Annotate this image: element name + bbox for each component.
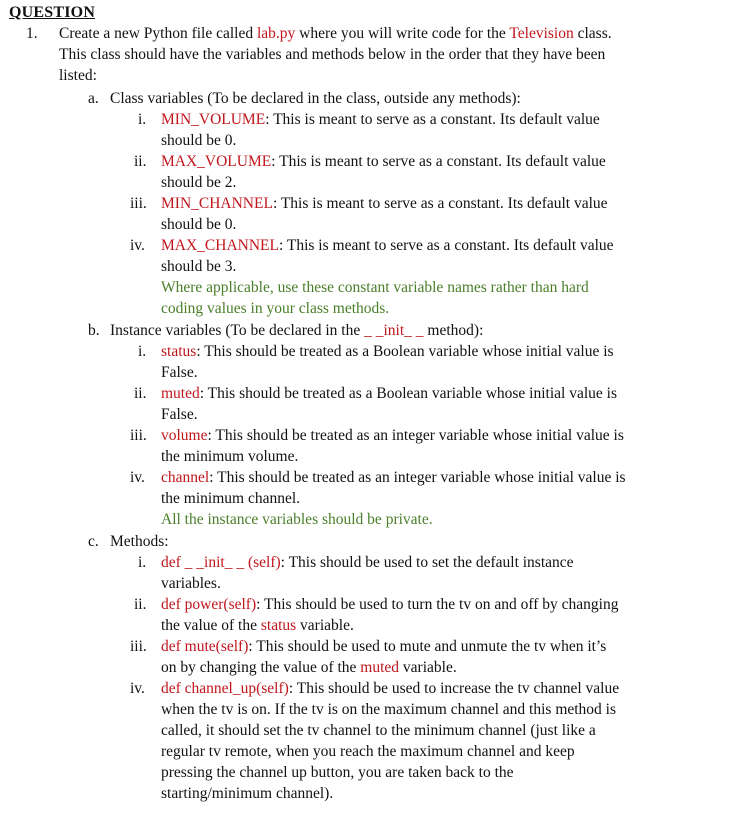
b-item-1-cont: False.	[161, 364, 198, 381]
a-item-4: MAX_CHANNEL: This is meant to serve as a constant. Its default value	[161, 237, 614, 254]
a-note-line-2: coding values in your class methods.	[161, 300, 390, 317]
section-a-title: Class variables (To be declared in the class, outside any methods):	[110, 90, 521, 107]
b-item-num: ii.	[134, 385, 147, 402]
method-channel-up-line-5: pressing the channel up button, you are taken back to the	[161, 764, 514, 781]
section-c-title: Methods:	[110, 533, 169, 550]
method-channel-up-line-6: starting/minimum channel).	[161, 785, 334, 802]
c-item-num: i.	[138, 554, 147, 571]
q1-number: 1.	[26, 25, 38, 42]
b-item-2-cont: False.	[161, 406, 198, 423]
class-name: Television	[509, 25, 574, 42]
method-channel-up: def channel_up(self): This should be used to increase the tv channel value	[161, 680, 620, 697]
filename: lab.py	[256, 25, 296, 42]
b-note: All the instance variables should be private.	[161, 511, 433, 528]
b-item-num: iii.	[130, 427, 147, 444]
a-item-num: ii.	[134, 153, 147, 170]
b-item-2: muted: This should be treated as a Boolean variable whose initial value is	[161, 385, 617, 402]
a-item-2: MAX_VOLUME: This is meant to serve as a constant. Its default value	[161, 153, 606, 170]
b-item-3: volume: This should be treated as an integer variable whose initial value is	[161, 427, 624, 444]
a-item-3-cont: should be 0.	[161, 216, 237, 233]
section-c-label: c.	[88, 533, 99, 550]
b-item-1: status: This should be treated as a Boolean variable whose initial value is	[161, 343, 614, 360]
b-item-3-cont: the minimum volume.	[161, 448, 299, 465]
a-item-1-cont: should be 0.	[161, 132, 237, 149]
q1-line-2: This class should have the variables and methods below in the order that they have been	[59, 46, 606, 63]
a-item-num: iii.	[130, 195, 147, 212]
method-init: def _ _init_ _ (self): This should be used to set the default instance	[161, 554, 574, 571]
b-item-4: channel: This should be treated as an integer variable whose initial value is	[161, 469, 626, 486]
method-channel-up-line-4: regular tv remote, when you reach the maximum channel and keep	[161, 743, 575, 760]
method-power: def power(self): This should be used to turn the tv on and off by changing	[161, 596, 619, 613]
a-item-3: MIN_CHANNEL: This is meant to serve as a constant. Its default value	[161, 195, 608, 212]
method-mute: def mute(self): This should be used to mute and unmute the tv when it’s	[161, 638, 607, 655]
method-channel-up-line-3: called, it should set the tv channel to the minimum channel (just like a	[161, 722, 596, 739]
section-b-title: Instance variables (To be declared in the _ _init_ _ method):	[110, 322, 484, 339]
b-item-num: iv.	[130, 469, 145, 486]
section-a-label: a.	[88, 90, 99, 107]
a-item-1: MIN_VOLUME: This is meant to serve as a constant. Its default value	[161, 111, 600, 128]
method-mute-cont: on by changing the value of the muted variable.	[161, 659, 457, 676]
section-b-label: b.	[88, 322, 100, 339]
a-note-line-1: Where applicable, use these constant variable names rather than hard	[161, 279, 589, 296]
method-power-cont: the value of the status variable.	[161, 617, 354, 634]
a-item-num: i.	[138, 111, 147, 128]
method-channel-up-line-2: when the tv is on. If the tv is on the maximum channel and this method is	[161, 701, 617, 718]
method-init-cont: variables.	[161, 575, 221, 592]
c-item-num: iv.	[130, 680, 145, 697]
b-item-4-cont: the minimum channel.	[161, 490, 301, 507]
init-method-name: _ _init_ _	[364, 322, 424, 339]
c-item-num: ii.	[134, 596, 147, 613]
q1-line-1: Create a new Python file called lab.py where you will write code for the Television class.	[59, 25, 612, 42]
q1-line-3: listed:	[59, 67, 97, 84]
b-item-num: i.	[138, 343, 147, 360]
question-heading: QUESTION	[9, 4, 96, 21]
c-item-num: iii.	[130, 638, 147, 655]
a-item-4-cont: should be 3.	[161, 258, 237, 275]
a-item-num: iv.	[130, 237, 145, 254]
a-item-2-cont: should be 2.	[161, 174, 237, 191]
